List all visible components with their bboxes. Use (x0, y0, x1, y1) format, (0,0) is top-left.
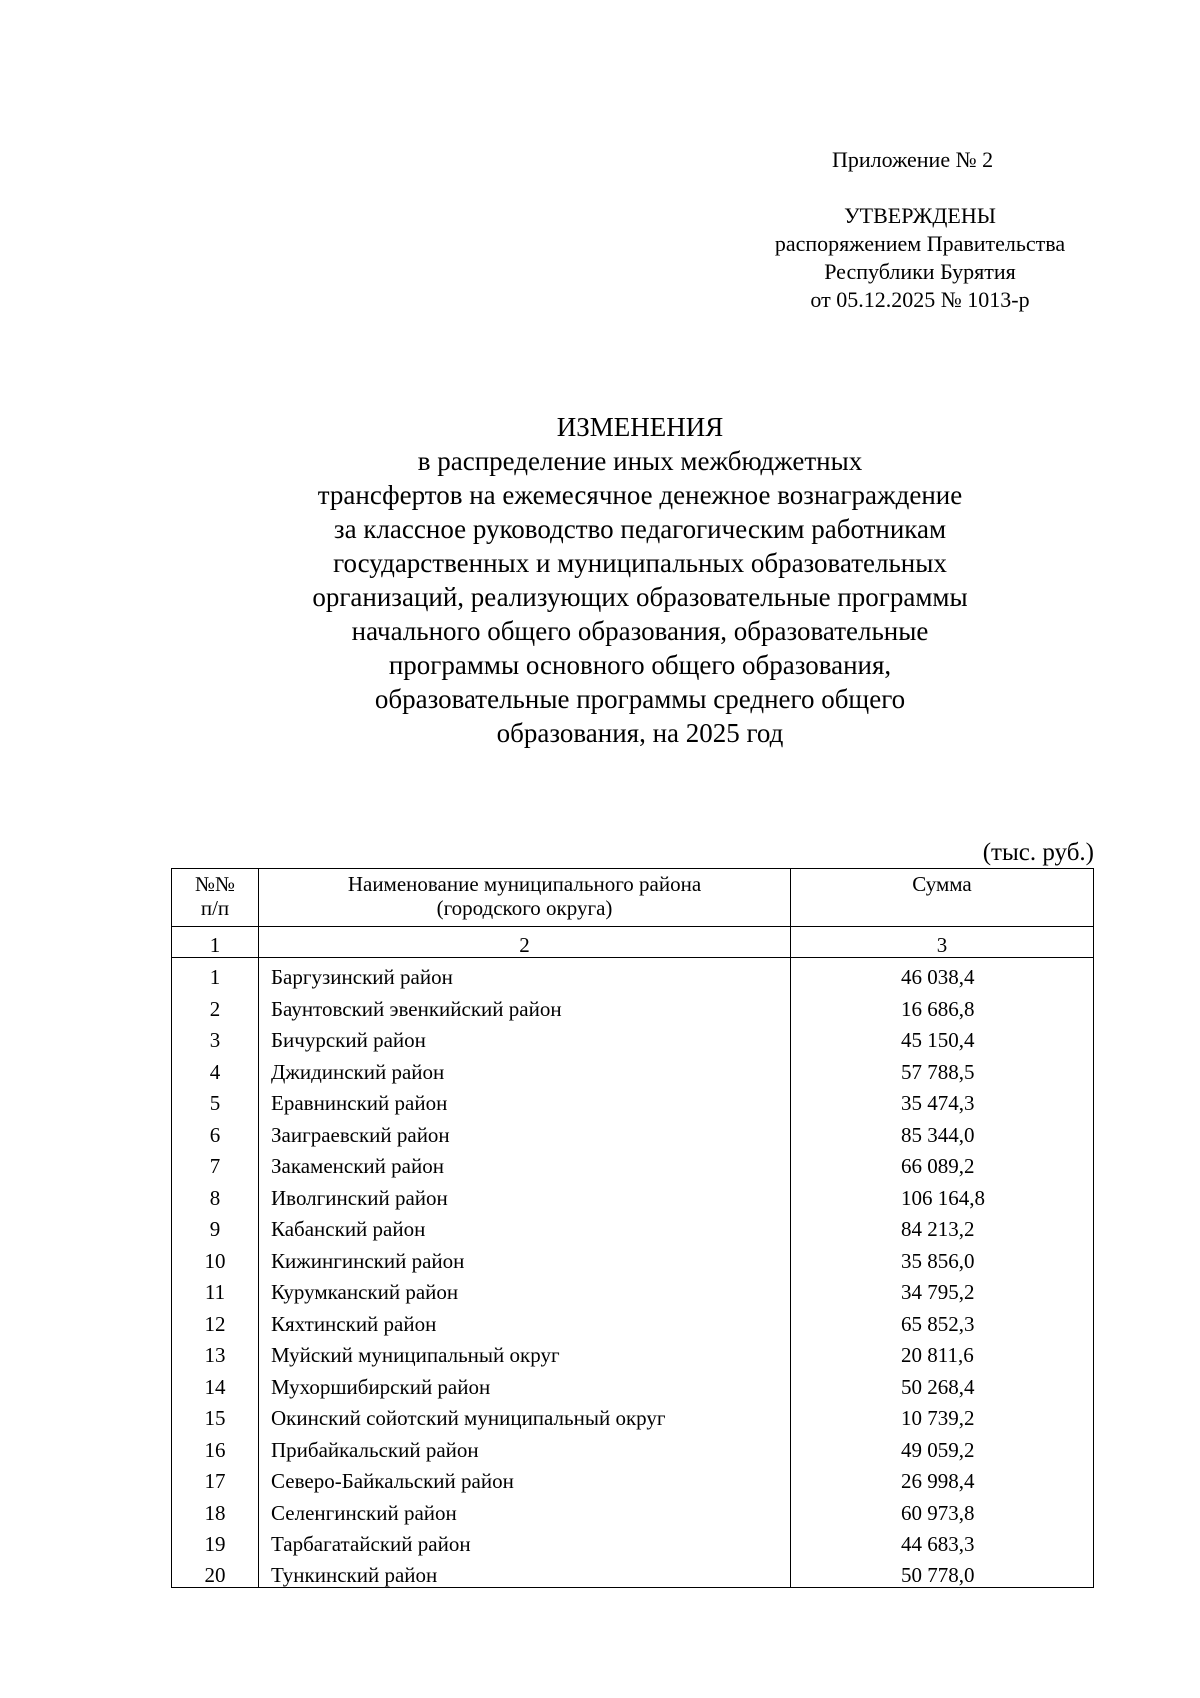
row-number: 1 (172, 958, 259, 990)
row-district-name: Северо-Байкальский район (259, 1462, 791, 1494)
row-number: 10 (172, 1241, 259, 1273)
document-title (200, 410, 1080, 750)
row-amount: 44 683,3 (791, 1525, 1094, 1557)
header-num-line: п/п (200, 896, 230, 920)
row-district-name: Окинский сойотский муниципальный округ (259, 1399, 791, 1431)
row-district-name: Кабанский район (259, 1210, 791, 1242)
row-amount: 84 213,2 (791, 1210, 1094, 1242)
row-amount: 50 778,0 (791, 1556, 1094, 1588)
header-name-line: (городского округа) (436, 896, 613, 920)
approval-block (750, 202, 1090, 314)
row-district-name: Тункинский район (259, 1556, 791, 1588)
table-row (172, 1399, 1094, 1431)
row-number: 14 (172, 1367, 259, 1399)
title-line: программы основного общего образования, (388, 650, 892, 680)
table-row (172, 1052, 1094, 1084)
row-number: 13 (172, 1336, 259, 1368)
row-number: 20 (172, 1556, 259, 1588)
row-amount: 60 973,8 (791, 1493, 1094, 1525)
row-number: 4 (172, 1052, 259, 1084)
row-number: 6 (172, 1115, 259, 1147)
row-number: 16 (172, 1430, 259, 1462)
row-amount: 106 164,8 (791, 1178, 1094, 1210)
row-number: 3 (172, 1021, 259, 1053)
table-row (172, 1525, 1094, 1557)
row-amount: 50 268,4 (791, 1367, 1094, 1399)
header-num (172, 869, 259, 927)
header-sum (791, 869, 1094, 927)
row-number: 17 (172, 1462, 259, 1494)
row-amount: 26 998,4 (791, 1462, 1094, 1494)
column-number-row (172, 927, 1094, 958)
row-district-name: Селенгинский район (259, 1493, 791, 1525)
row-amount: 20 811,6 (791, 1336, 1094, 1368)
row-number: 19 (172, 1525, 259, 1557)
title-line: образования, на 2025 год (496, 718, 784, 748)
row-amount: 49 059,2 (791, 1430, 1094, 1462)
row-district-name: Кижингинский район (259, 1241, 791, 1273)
row-amount: 66 089,2 (791, 1147, 1094, 1179)
table-row (172, 1462, 1094, 1494)
row-amount: 65 852,3 (791, 1304, 1094, 1336)
row-district-name: Закаменский район (259, 1147, 791, 1179)
row-district-name: Бичурский район (259, 1021, 791, 1053)
title-line: за классное руководство педагогическим работникам (333, 514, 947, 544)
header-sum-line: Сумма (912, 872, 972, 896)
table-row (172, 1336, 1094, 1368)
row-number: 9 (172, 1210, 259, 1242)
row-amount: 16 686,8 (791, 989, 1094, 1021)
row-district-name: Прибайкальский район (259, 1430, 791, 1462)
title-line: в распределение иных межбюджетных (417, 446, 863, 476)
table-row (172, 958, 1094, 990)
row-district-name: Джидинский район (259, 1052, 791, 1084)
table-header-row (172, 869, 1094, 927)
title-line: организаций, реализующих образовательные программы (312, 582, 968, 612)
header-num-line: №№ (194, 872, 236, 896)
approval-line: распоряжением Правительства (774, 231, 1066, 256)
table-row (172, 1493, 1094, 1525)
approval-date: от 05.12.2025 № 1013-р (810, 287, 1030, 312)
table-row (172, 1556, 1094, 1588)
table-row (172, 1021, 1094, 1053)
approved-label: УТВЕРЖДЕНЫ (844, 203, 996, 228)
row-amount: 57 788,5 (791, 1052, 1094, 1084)
row-amount: 34 795,2 (791, 1273, 1094, 1305)
row-number: 15 (172, 1399, 259, 1431)
table-row (172, 1115, 1094, 1147)
title-heading: ИЗМЕНЕНИЯ (556, 412, 724, 442)
table-row (172, 1241, 1094, 1273)
table-body (172, 927, 1094, 1588)
table-row (172, 1147, 1094, 1179)
table-row (172, 1367, 1094, 1399)
units-label: (тыс. руб.) (982, 839, 1094, 866)
title-line: государственных и муниципальных образовательных (333, 548, 947, 578)
column-number: 1 (172, 927, 259, 958)
row-district-name: Муйский муниципальный округ (259, 1336, 791, 1368)
row-number: 2 (172, 989, 259, 1021)
approval-line: Республики Бурятия (824, 259, 1016, 284)
table-row (172, 1430, 1094, 1462)
row-number: 7 (172, 1147, 259, 1179)
row-district-name: Баунтовский эвенкийский район (259, 989, 791, 1021)
table-row (172, 989, 1094, 1021)
column-number: 2 (259, 927, 791, 958)
row-district-name: Курумканский район (259, 1273, 791, 1305)
table-row (172, 1084, 1094, 1116)
row-district-name: Еравнинский район (259, 1084, 791, 1116)
appendix-number: Приложение № 2 (832, 147, 994, 172)
row-amount: 35 474,3 (791, 1084, 1094, 1116)
row-number: 8 (172, 1178, 259, 1210)
row-amount: 46 038,4 (791, 958, 1094, 990)
row-amount: 45 150,4 (791, 1021, 1094, 1053)
title-line: трансфертов на ежемесячное денежное вознаграждение (317, 480, 963, 510)
row-district-name: Кяхтинский район (259, 1304, 791, 1336)
title-line: образовательные программы среднего общего (374, 684, 906, 714)
row-number: 5 (172, 1084, 259, 1116)
column-number: 3 (791, 927, 1094, 958)
approval-stamp (750, 146, 1090, 314)
table-row (172, 1304, 1094, 1336)
row-number: 18 (172, 1493, 259, 1525)
allocation-table (171, 868, 1094, 1588)
row-number: 11 (172, 1273, 259, 1305)
row-number: 12 (172, 1304, 259, 1336)
header-name-line: Наименование муниципального района (347, 872, 702, 896)
table-row (172, 1273, 1094, 1305)
row-district-name: Заиграевский район (259, 1115, 791, 1147)
row-district-name: Тарбагатайский район (259, 1525, 791, 1557)
row-amount: 85 344,0 (791, 1115, 1094, 1147)
row-district-name: Мухоршибирский район (259, 1367, 791, 1399)
row-amount: 10 739,2 (791, 1399, 1094, 1431)
row-district-name: Баргузинский район (259, 958, 791, 990)
title-line: начального общего образования, образовательные (351, 616, 929, 646)
table-row (172, 1210, 1094, 1242)
row-amount: 35 856,0 (791, 1241, 1094, 1273)
header-name (259, 869, 791, 927)
table-row (172, 1178, 1094, 1210)
row-district-name: Иволгинский район (259, 1178, 791, 1210)
